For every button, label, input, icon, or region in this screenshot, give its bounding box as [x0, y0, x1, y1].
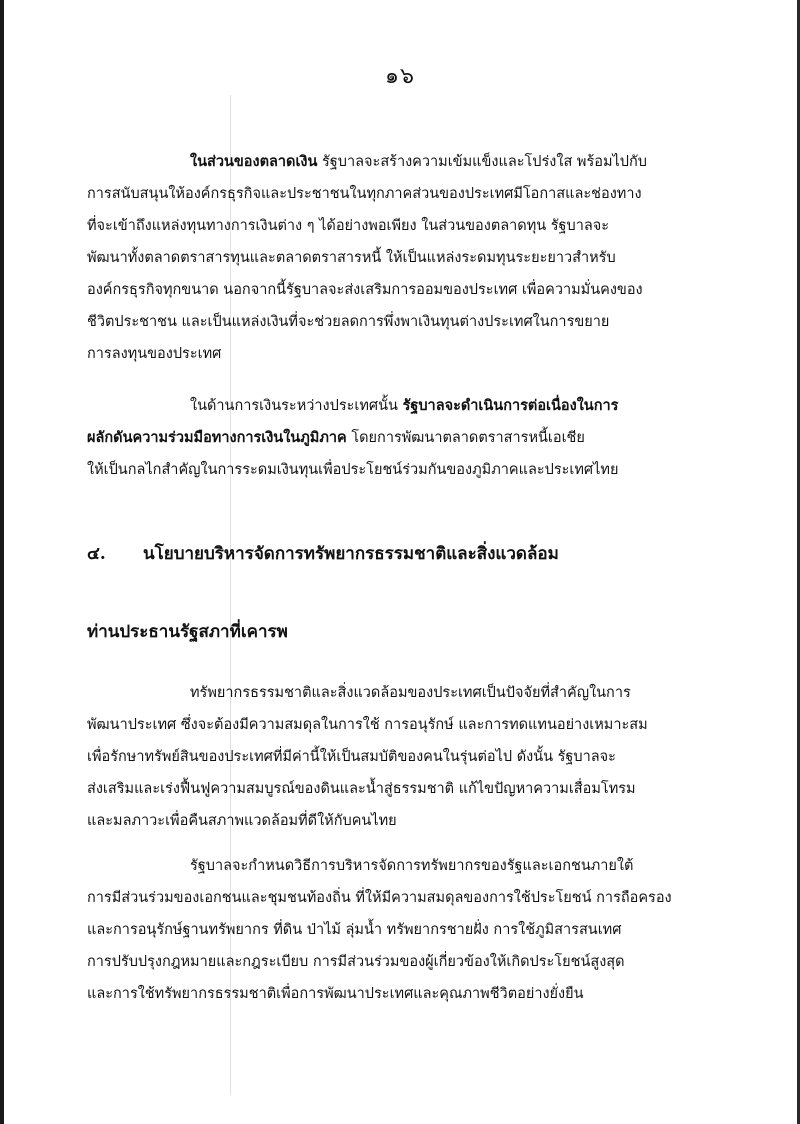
paragraph-money-market — [87, 146, 701, 370]
paragraph-line — [87, 146, 701, 178]
line-text: รัฐบาลจะสร้างความเข้มแข็งและโปร่งใส พร้อมไปกับ — [317, 154, 647, 170]
paragraph-line: ให้เป็นกลไกสำคัญในการระดมเงินทุนเพื่อประโยชน์ร่วมกันของภูมิภาคและประเทศไทย — [87, 462, 619, 478]
paragraph-line: รัฐบาลจะกำหนดวิธีการบริหารจัดการทรัพยากรของรัฐและเอกชนภายใต้ — [190, 858, 634, 874]
paragraph-line: ทรัพยากรธรรมชาติและสิ่งแวดล้อมของประเทศเป็นปัจจัยที่สำคัญในการ — [190, 685, 631, 701]
paragraph-line — [87, 390, 701, 422]
salutation: ท่านประธานรัฐสภาที่เคารพ — [87, 622, 288, 642]
paragraph-line: และการอนุรักษ์ฐานทรัพยากร ที่ดิน ป่าไม้ ลุ่มน้ำ ทรัพยากรชายฝั่ง การใช้ภูมิสารสนเทศ — [87, 922, 622, 938]
paragraph-line: ชีวิตประชาชน และเป็นแหล่งเงินที่จะช่วยลดการพึ่งพาเงินทุนต่างประเทศในการขยาย — [87, 314, 610, 330]
paragraph-line: ส่งเสริมและเร่งฟื้นฟูความสมบูรณ์ของดินและน้ำสู่ธรรมชาติ แก้ไขปัญหาความเสื่อมโทรม — [87, 781, 636, 797]
paragraph-line: พัฒนาประเทศ ซึ่งจะต้องมีความสมดุลในการใช้ การอนุรักษ์ และการทดแทนอย่างเหมาะสม — [87, 717, 648, 733]
section-title: นโยบายบริหารจัดการทรัพยากรธรรมชาติและสิ่งแวดล้อม — [143, 544, 559, 564]
paragraph-line: และมลภาวะเพื่อคืนสภาพแวดล้อมที่ดีให้กับคนไทย — [87, 813, 397, 829]
paragraph-line: การลงทุนของประเทศ — [87, 346, 222, 362]
paragraph-line: การมีส่วนร่วมของเอกชนและชุมชนท้องถิ่น ที่ให้มีความสมดุลของการใช้ประโยชน์ การถือครอง — [87, 890, 672, 906]
bold-phrase: ผลักดันความร่วมมือทางการเงินในภูมิภาค — [87, 429, 347, 446]
paragraph-line: การปรับปรุงกฎหมายและกฎระเบียบ การมีส่วนร่วมของผู้เกี่ยวข้องให้เกิดประโยชน์สูงสุด — [87, 954, 625, 970]
section-heading — [87, 540, 701, 567]
paragraph-line: องค์กรธุรกิจทุกขนาด นอกจากนี้รัฐบาลจะส่งเสริมการออมของประเทศ เพื่อความมั่นคงของ — [87, 282, 643, 298]
paragraph-resource-management — [87, 850, 701, 1010]
scan-edge-left — [0, 0, 4, 1124]
paragraph-line: พัฒนาทั้งตลาดตราสารทุนและตลาดตราสารหนี้ ให้เป็นแหล่งระดมทุนระยะยาวสำหรับ — [87, 250, 616, 266]
paragraph-line: ที่จะเข้าถึงแหล่งทุนทางการเงินต่าง ๆ ได้อย่างพอเพียง ในส่วนของตลาดทุน รัฐบาลจะ — [87, 218, 610, 234]
bold-lead: ในส่วนของตลาดเงิน — [190, 153, 318, 170]
line-text: โดยการพัฒนาตลาดตราสารหนี้เอเชีย — [346, 430, 585, 446]
paragraph-line: และการใช้ทรัพยากรธรรมชาติเพื่อการพัฒนาประเทศและคุณภาพชีวิตอย่างยั่งยืน — [87, 986, 584, 1002]
bold-phrase: รัฐบาลจะดำเนินการต่อเนื่องในการ — [402, 397, 619, 414]
paragraph-line — [87, 422, 701, 454]
paragraph-natural-resources — [87, 677, 701, 837]
section-number: ๔. — [87, 544, 106, 564]
paragraph-line: การสนับสนุนให้องค์กรธุรกิจและประชาชนในทุกภาคส่วนของประเทศมีโอกาสและช่องทาง — [87, 186, 642, 202]
line-text: ในด้านการเงินระหว่างประเทศนั้น — [190, 398, 403, 414]
page-number: ๑๖ — [385, 64, 415, 89]
paragraph-line: เพื่อรักษาทรัพย์สินของประเทศที่มีค่านี้ให้เป็นสมบัติของคนในรุ่นต่อไป ดังนั้น รัฐบาลจะ — [87, 749, 616, 765]
paragraph-international-finance — [87, 390, 701, 486]
